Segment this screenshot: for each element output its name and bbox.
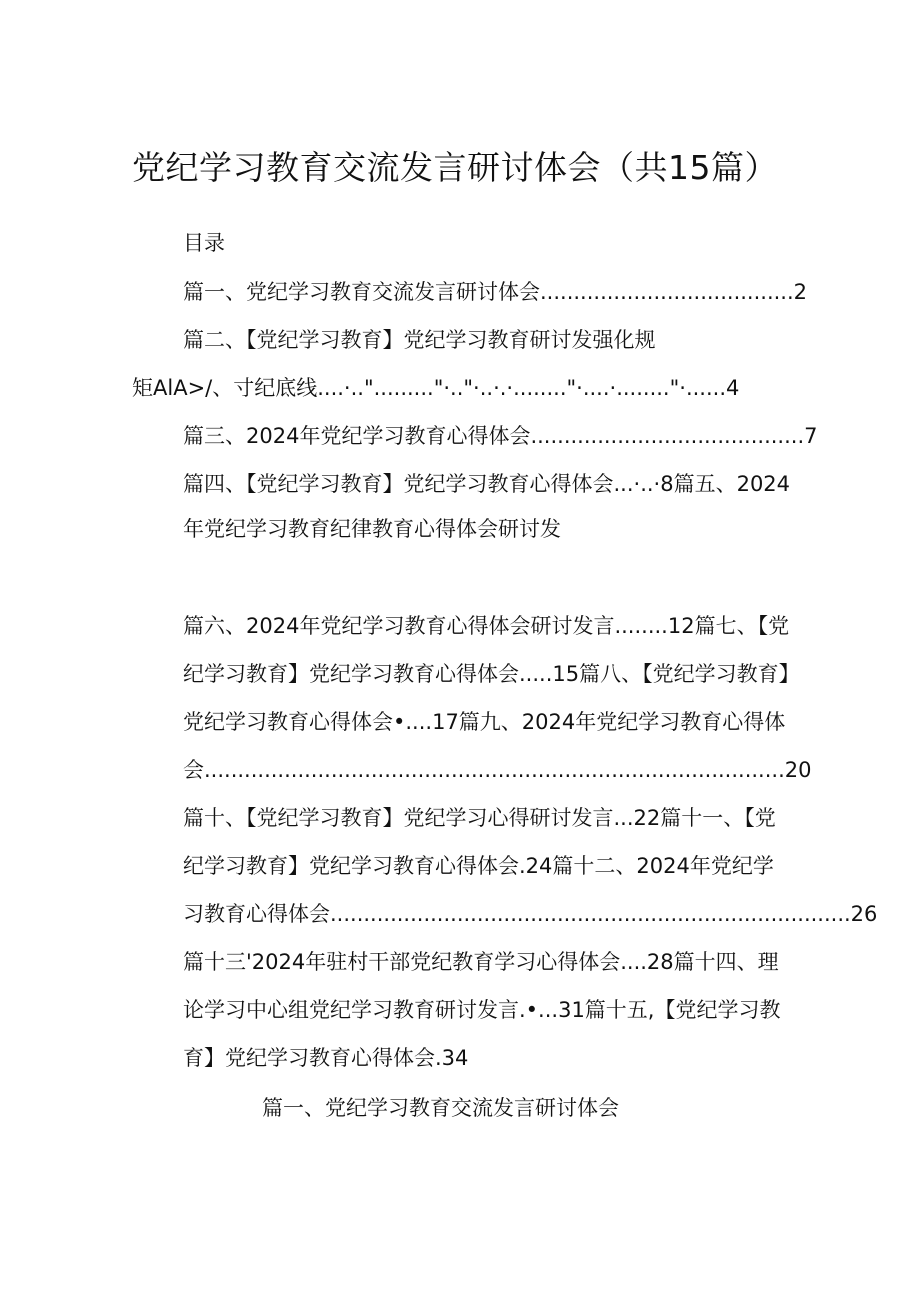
toc-line: 论学习中心组党纪学习教育研讨发言.•...31篇十五,【党纪学习教 <box>183 998 781 1022</box>
toc-label: 目录 <box>183 231 225 255</box>
toc-line: 党纪学习教育心得体会•....17篇九、2024年党纪学习教育心得体 <box>183 710 786 734</box>
toc-line: 篇六、2024年党纪学习教育心得体会研讨发言........12篇七、【党 <box>183 614 790 638</box>
toc-line: 习教育心得体会..............................................................................26 <box>183 902 878 926</box>
toc-line: 篇二、【党纪学习教育】党纪学习教育研讨发强化规 <box>183 328 656 352</box>
toc-line: 育】党纪学习教育心得体会.34 <box>183 1046 469 1070</box>
toc-line: 篇三、2024年党纪学习教育心得体会.........................................7 <box>183 424 818 448</box>
toc-line: 矩AlA>/、寸纪底线....·.."........."·.."·..·.·........"·....·........"·......4 <box>132 376 740 400</box>
toc-line: 篇四、【党纪学习教育】党纪学习教育心得体会...·..·8篇五、2024 <box>183 472 791 496</box>
toc-line: 篇一、党纪学习教育交流发言研讨体会......................................2 <box>183 280 808 304</box>
section-heading: 篇一、党纪学习教育交流发言研讨体会 <box>262 1096 619 1120</box>
toc-line: 篇十三'2024年驻村干部党纪教育学习心得体会....28篇十四、理 <box>183 950 779 974</box>
toc-line: 纪学习教育】党纪学习教育心得体会.....15篇八、【党纪学习教育】 <box>183 662 800 686</box>
toc-line: 会.......................................................................................20 <box>183 758 812 782</box>
document-title: 党纪学习教育交流发言研讨体会（共15篇） <box>132 148 778 187</box>
toc-line: 篇十、【党纪学习教育】党纪学习心得研讨发言...22篇十一、【党 <box>183 806 776 830</box>
toc-line: 纪学习教育】党纪学习教育心得体会.24篇十二、2024年党纪学 <box>183 854 774 878</box>
toc-line: 年党纪学习教育纪律教育心得体会研讨发 <box>183 517 561 541</box>
